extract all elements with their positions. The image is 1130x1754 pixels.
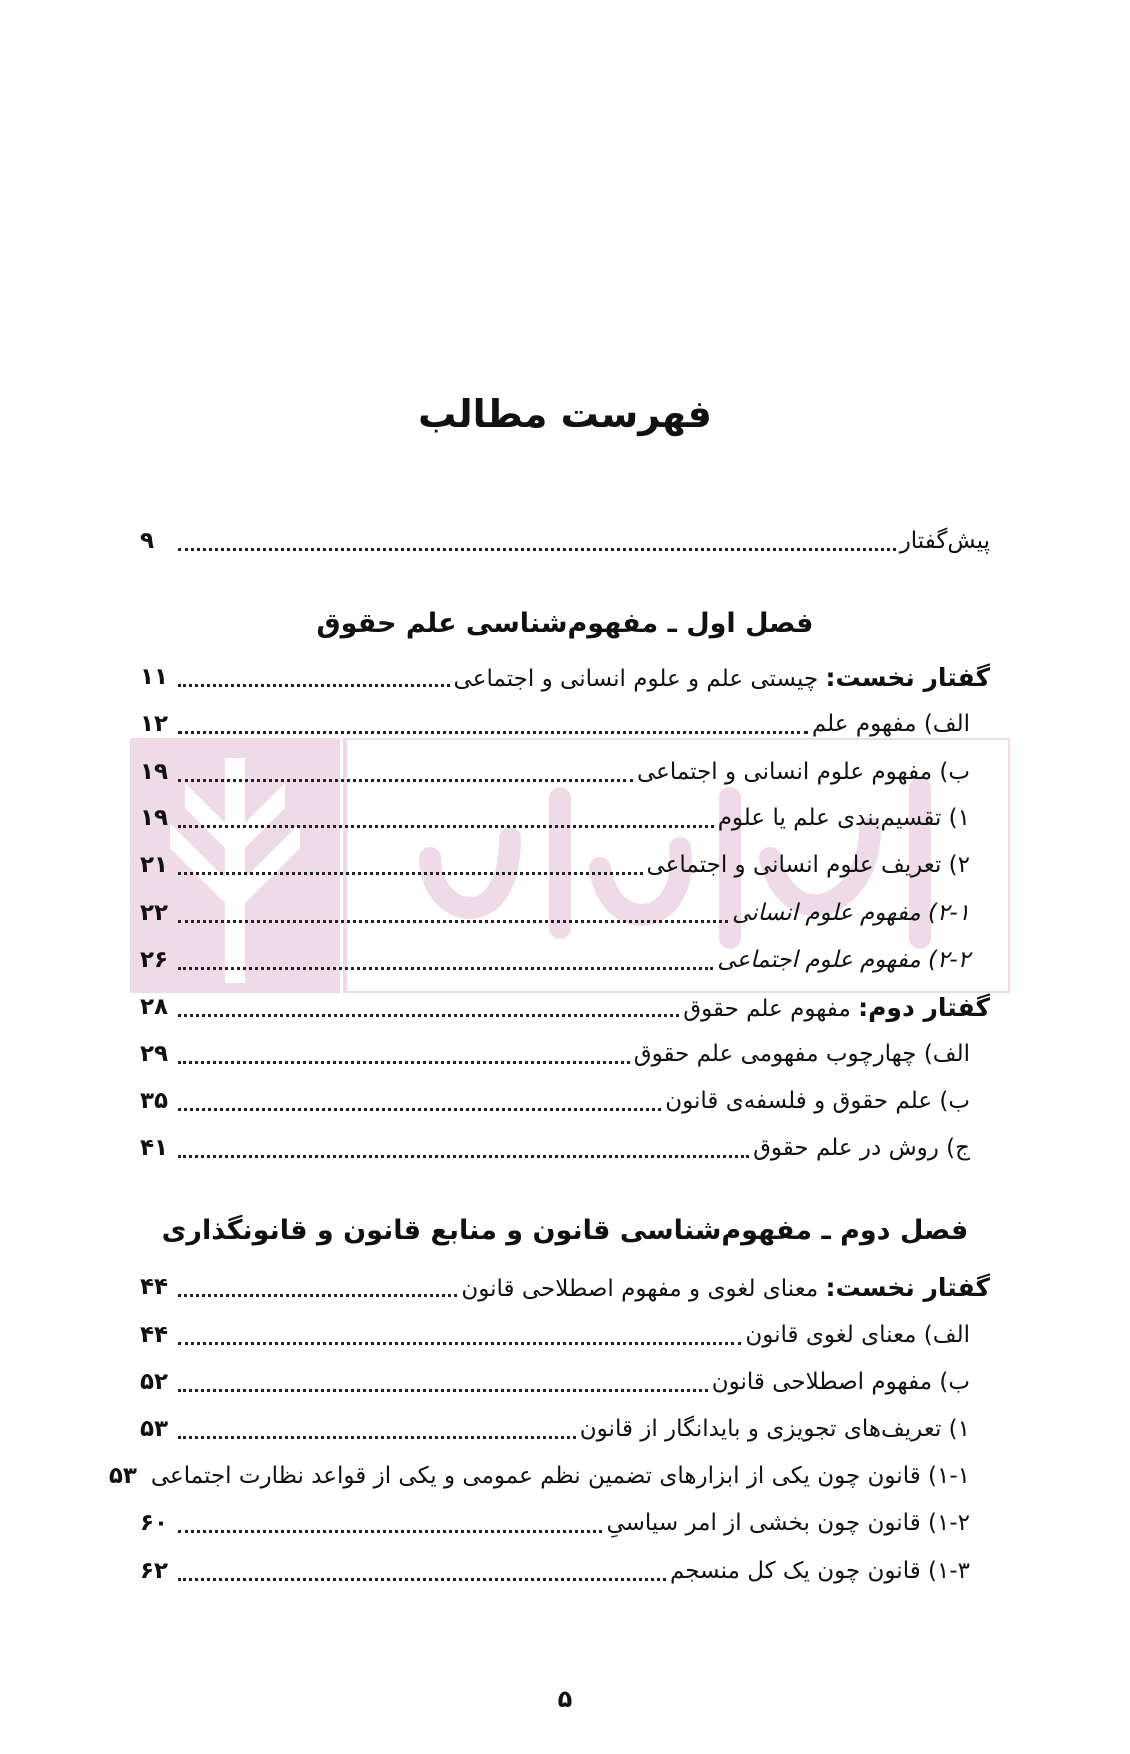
leader-dots xyxy=(178,1578,666,1581)
toc-entry[interactable] xyxy=(140,1551,970,1591)
toc-entry[interactable] xyxy=(140,893,970,933)
leader-dots xyxy=(178,1530,602,1533)
toc-entry[interactable] xyxy=(140,940,970,980)
toc-entry-text: ۱) تقسیم‌بندی علم یا علوم xyxy=(717,805,970,831)
toc-entry-text: ب) علم حقوق و فلسفه‌ی قانون xyxy=(665,1088,970,1114)
section-label: گفتار نخست: xyxy=(825,662,990,692)
leader-dots xyxy=(178,779,633,782)
section-label: گفتار نخست: xyxy=(825,1272,990,1302)
toc-entry-text: ۱-۳) قانون چون یک کل منسجم xyxy=(670,1558,970,1584)
toc-entry[interactable] xyxy=(140,1503,970,1543)
toc-entry-text: پیش‌گفتار xyxy=(899,528,990,554)
leader-dots xyxy=(178,967,713,970)
toc-entry[interactable] xyxy=(140,1315,970,1355)
toc-entry-text: ب) مفهوم علوم انسانی و اجتماعی xyxy=(636,759,970,785)
toc-page-number: ۲۸ xyxy=(140,994,169,1020)
toc-entry-text: ۱) تعریف‌های تجویزی و بایدانگار از قانون xyxy=(579,1416,970,1442)
leader-dots xyxy=(178,1155,749,1158)
toc-entry[interactable] xyxy=(140,1409,970,1449)
toc-entry-text: مفهوم علم حقوق xyxy=(683,995,859,1022)
toc-entry-text: ۲) تعریف علوم انسانی و اجتماعی xyxy=(646,852,970,878)
toc-entry-text: معنای لغوی و مفهوم اصطلاحی قانون xyxy=(461,1275,826,1302)
toc-entry[interactable] xyxy=(140,1362,970,1402)
toc-entry[interactable] xyxy=(140,657,990,697)
leader-dots xyxy=(178,1436,576,1439)
toc-entry[interactable] xyxy=(140,1081,970,1121)
leader-dots xyxy=(178,548,896,551)
toc-page-number: ۱۲ xyxy=(140,711,169,737)
toc-entry-text: الف) مفهوم علم xyxy=(811,711,970,737)
toc-entry[interactable] xyxy=(140,845,970,885)
toc-page-number: ۲۲ xyxy=(140,900,169,926)
toc-page-number: ۱۹ xyxy=(140,805,169,831)
toc-entry[interactable] xyxy=(140,1034,970,1074)
toc-entry[interactable] xyxy=(140,1128,970,1168)
toc-entry-text: ۱-۱) قانون چون یکی از ابزارهای تضمین نظم عمومی و یکی از قواعد نظارت اجتماعی xyxy=(150,1463,970,1489)
toc-entry-text: ب) مفهوم اصطلاحی قانون xyxy=(711,1369,970,1395)
leader-dots xyxy=(178,1014,679,1017)
toc-page-number: ۵۲ xyxy=(140,1369,169,1395)
footer-page-number: ۵ xyxy=(557,1685,573,1713)
toc-entry[interactable] xyxy=(140,1267,990,1307)
chapter-heading-1: فصل اول ـ مفهوم‌شناسی علم حقوق xyxy=(316,608,814,639)
toc-entry-text: ۲-۱) مفهوم علوم انسانی xyxy=(732,900,970,926)
toc-entry-preface[interactable] xyxy=(140,521,990,561)
leader-dots xyxy=(178,1342,741,1345)
leader-dots xyxy=(178,1389,708,1392)
toc-page-number: ۴۴ xyxy=(140,1322,169,1348)
leader-dots xyxy=(178,920,728,923)
toc-page-number: ۱۹ xyxy=(140,759,169,785)
toc-page-number: ۶۲ xyxy=(140,1558,169,1584)
toc-page-number: ۱۱ xyxy=(140,664,169,690)
leader-dots xyxy=(178,731,808,734)
leader-dots xyxy=(178,872,643,875)
toc-entry-text: ج) روش در علم حقوق xyxy=(753,1135,970,1161)
toc-entry[interactable] xyxy=(140,752,970,792)
toc-entry[interactable] xyxy=(140,987,990,1027)
toc-page-number: ۴۴ xyxy=(140,1274,169,1300)
toc-entry[interactable] xyxy=(140,704,970,744)
toc-page-number: ۲۱ xyxy=(140,852,169,878)
page-title: فهرست مطالب xyxy=(418,392,712,436)
toc-page-number: ۵۳ xyxy=(108,1463,137,1489)
toc-page-number: ۹ xyxy=(140,528,155,554)
toc-entry-text: ۲-۲) مفهوم علوم اجتماعی xyxy=(717,947,970,973)
toc-entry[interactable] xyxy=(108,1456,970,1496)
leader-dots xyxy=(178,684,450,687)
leader-dots xyxy=(178,1061,630,1064)
toc-page-number: ۵۳ xyxy=(140,1416,169,1442)
section-label: گفتار دوم: xyxy=(858,992,990,1022)
toc-page-number: ۴۱ xyxy=(140,1135,169,1161)
leader-dots xyxy=(178,825,714,828)
chapter-heading-2: فصل دوم ـ مفهوم‌شناسی قانون و منابع قانون و قانونگذاری xyxy=(161,1215,969,1246)
toc-entry-text: الف) چهارچوب مفهومی علم حقوق xyxy=(633,1041,970,1067)
toc-entry[interactable] xyxy=(140,798,970,838)
leader-dots xyxy=(178,1108,661,1111)
toc-page-number: ۳۵ xyxy=(140,1088,169,1114)
toc-page-number: ۲۶ xyxy=(140,947,169,973)
toc-entry-text: چیستی علم و علوم انسانی و اجتماعی xyxy=(453,665,826,692)
toc-page-number: ۶۰ xyxy=(140,1510,169,1536)
toc-entry-text: الف) معنای لغوی قانون xyxy=(745,1322,970,1348)
leader-dots xyxy=(178,1294,457,1297)
toc-entry-text: ۱-۲) قانون چون بخشی از امر سیاسیِ xyxy=(606,1510,970,1536)
toc-page-number: ۲۹ xyxy=(140,1041,169,1067)
